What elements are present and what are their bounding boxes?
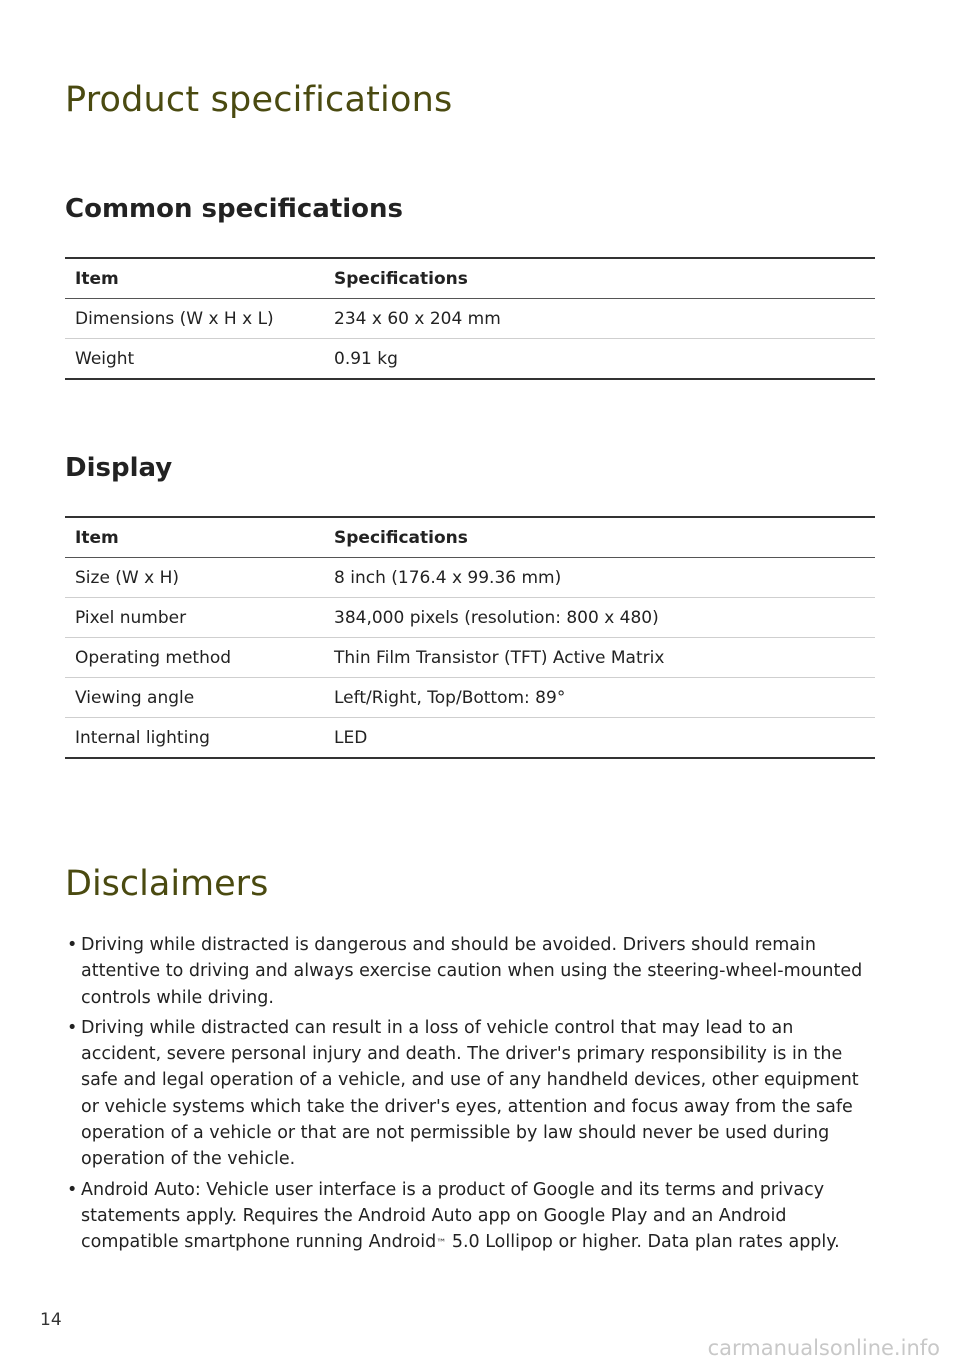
page-title: Product specifications — [65, 80, 453, 120]
header-specifications: Specifications — [324, 258, 875, 299]
cell-spec: LED — [324, 718, 875, 759]
display-title: Display — [65, 453, 173, 483]
table-row — [65, 598, 875, 638]
table-header-row — [65, 517, 875, 558]
cell-item: Dimensions (W x H x L) — [65, 299, 324, 339]
cell-spec: 234 x 60 x 204 mm — [324, 299, 875, 339]
cell-item: Internal lighting — [65, 718, 324, 759]
cell-spec: 0.91 kg — [324, 339, 875, 380]
table-row — [65, 558, 875, 598]
cell-item: Size (W x H) — [65, 558, 324, 598]
list-item — [65, 1177, 875, 1256]
cell-item: Pixel number — [65, 598, 324, 638]
table-header-row — [65, 258, 875, 299]
header-item: Item — [65, 258, 324, 299]
android-text-before: Android Auto: Vehicle user interface is a product of Google and its terms and privacy statements apply. Requires the Android Auto app on Google Play and an Android compatible smartphone running Android — [81, 1179, 825, 1253]
android-text-after: 5.0 Lollipop or higher. Data plan rates apply. — [446, 1232, 840, 1253]
cell-item: Viewing angle — [65, 678, 324, 718]
disclaimers-title: Disclaimers — [65, 864, 269, 904]
watermark: carmanualsonline.info — [707, 1336, 940, 1360]
table-row — [65, 718, 875, 759]
trademark-symbol: ™ — [436, 1238, 447, 1250]
cell-item: Operating method — [65, 638, 324, 678]
cell-item: Weight — [65, 339, 324, 380]
table-row — [65, 339, 875, 380]
table-row — [65, 299, 875, 339]
cell-spec: 8 inch (176.4 x 99.36 mm) — [324, 558, 875, 598]
header-item: Item — [65, 517, 324, 558]
page-number: 14 — [40, 1310, 62, 1330]
cell-spec: Left/Right, Top/Bottom: 89° — [324, 678, 875, 718]
table-row — [65, 678, 875, 718]
common-specs-title: Common specifications — [65, 194, 404, 224]
cell-spec: Thin Film Transistor (TFT) Active Matrix — [324, 638, 875, 678]
disclaimer-list — [65, 932, 875, 1260]
list-item: • Driving while distracted can result in a loss of vehicle control that may lead to an accident, severe personal injury and death. The driver's primary responsibility is in the safe and legal operation of a vehicle, and use of any handheld devices, other equipment or vehicle systems which take the driver's eyes, attention and focus away from the safe operation of a vehicle or that are not permissible by law should never be used during operation of the vehicle. — [65, 1015, 875, 1173]
table-row — [65, 638, 875, 678]
display-specs-table — [65, 516, 875, 759]
common-specs-table — [65, 257, 875, 380]
header-specifications: Specifications — [324, 517, 875, 558]
list-item: • Driving while distracted is dangerous and should be avoided. Drivers should remain attentive to driving and always exercise caution when using the steering-wheel-mounted controls while driving. — [65, 932, 875, 1011]
cell-spec: 384,000 pixels (resolution: 800 x 480) — [324, 598, 875, 638]
